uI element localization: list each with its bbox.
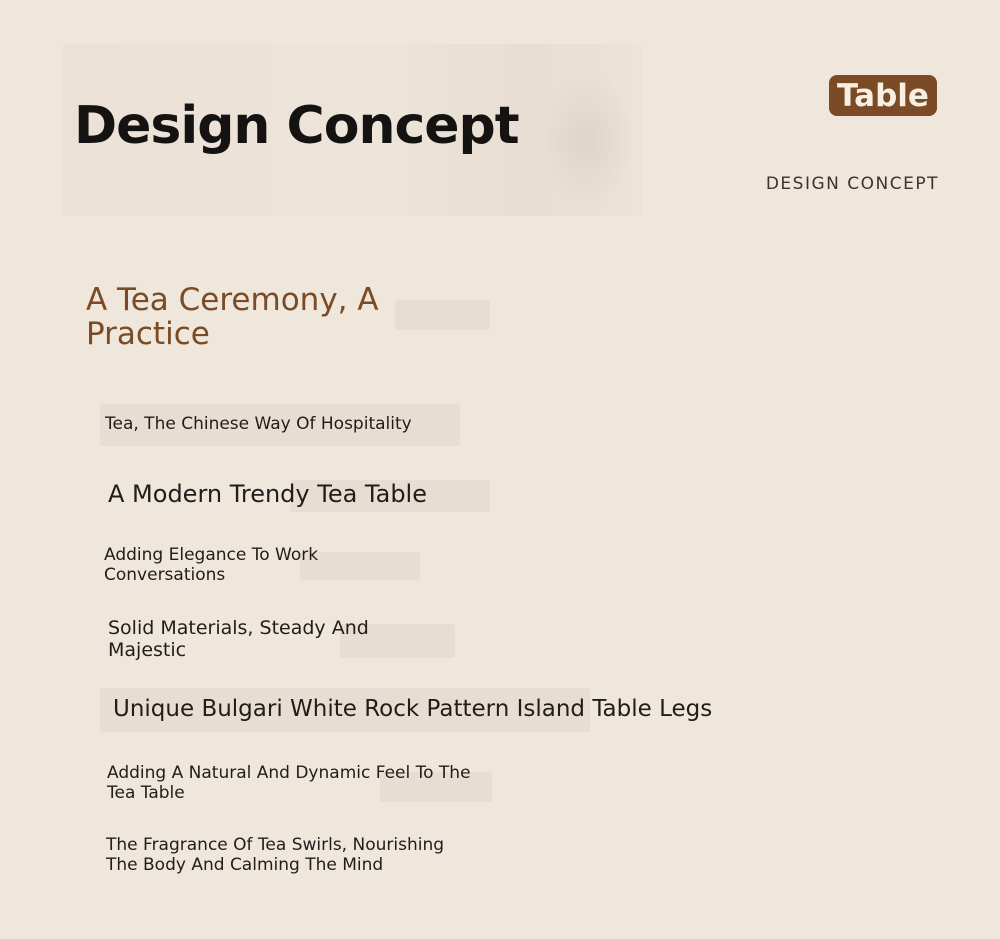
concept-item: Unique Bulgari White Rock Pattern Island Table Legs xyxy=(113,696,713,722)
page-subtitle: DESIGN CONCEPT xyxy=(765,174,939,194)
concept-item: Adding Elegance To Work Conversations xyxy=(104,545,319,585)
concept-item: Tea, The Chinese Way Of Hospitality xyxy=(105,414,412,434)
concept-item: Adding A Natural And Dynamic Feel To The Tea Table xyxy=(107,763,471,803)
section-title: A Tea Ceremony, A Practice xyxy=(86,282,379,352)
category-tag: Table xyxy=(829,75,937,116)
concept-item: Solid Materials, Steady And Majestic xyxy=(108,617,369,661)
hero-image-shade xyxy=(540,70,635,210)
concept-item: The Fragrance Of Tea Swirls, Nourishing The Body And Calming The Mind xyxy=(106,835,445,875)
page-title: Design Concept xyxy=(74,96,519,156)
concept-item: A Modern Trendy Tea Table xyxy=(108,480,427,508)
